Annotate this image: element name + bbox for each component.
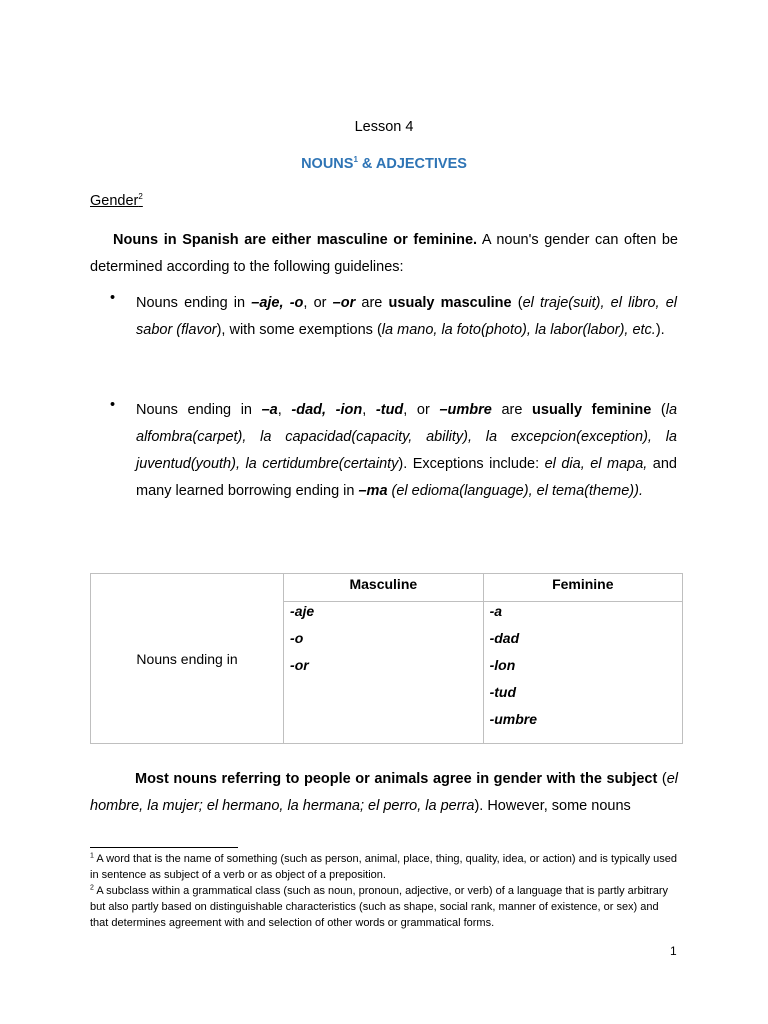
lesson-label: Lesson 4 bbox=[354, 119, 414, 135]
bullet-marker: • bbox=[110, 290, 116, 306]
masculine-endings-cell bbox=[284, 602, 484, 744]
bullet-feminine-rule: Nouns ending in –a, -dad, -ion, -tud, or –umbre are usually feminine (la alfombra(carpet), la capacidad(capacity, ability), la excepcion(exception), la juventud(youth), la certidumbre(certainty). Exceptions include: el dia, el mapa, and many learned borrowing ending in –ma (el edioma(language), el tema(theme)). bbox=[136, 402, 678, 499]
feminine-endings-cell bbox=[483, 602, 682, 744]
page-title bbox=[0, 156, 768, 172]
intro-bold: Nouns in Spanish are either masculine or feminine. bbox=[113, 232, 478, 248]
page-number: 1 bbox=[670, 944, 677, 958]
list-item: -a bbox=[489, 603, 503, 619]
footnote-ref-1[interactable]: 1 bbox=[353, 155, 358, 165]
intro-paragraph bbox=[90, 227, 678, 281]
list-item: -tud bbox=[489, 684, 517, 700]
section-heading-gender bbox=[90, 193, 143, 209]
people-animals-paragraph: Most nouns referring to people or animals agree in gender with the subject (el hombre, la mujer; el hermano, la hermana; el perro, la perra). However, some nouns bbox=[90, 771, 679, 814]
bullet-marker: • bbox=[110, 397, 116, 413]
list-item: -aje bbox=[290, 603, 315, 619]
title-part-nouns: NOUNS bbox=[301, 156, 354, 172]
list-item: -or bbox=[290, 657, 309, 673]
intro-rest: A noun's gender can often be determined according to the following guidelines: bbox=[90, 232, 678, 275]
footnote-2: $^2$ A subclass within a grammatical class (such as noun, pronoun, adjective, or verb) of a language that is partly arbitrary but also partly based on distinguishable characteristics (such as shape, social rank, manner of existence, or sex) and that determines agreement with and selection of other words or grammatical forms. bbox=[90, 884, 669, 929]
table-header-feminine: Feminine bbox=[483, 574, 682, 602]
footnote-separator bbox=[90, 847, 238, 848]
section-heading-text: Gender bbox=[90, 193, 139, 209]
footnote-ref-2[interactable]: 2 bbox=[138, 192, 143, 202]
title-part-adjectives: & ADJECTIVES bbox=[357, 156, 467, 172]
list-item: -lon bbox=[489, 657, 516, 673]
gender-endings-table bbox=[90, 573, 683, 744]
table-row-header: Nouns ending in bbox=[91, 574, 284, 744]
bullet-masculine-rule: Nouns ending in –aje, -o, or –or are usualy masculine (el traje(suit), el libro, el sabor (flavor), with some exemptions (la mano, la foto(photo), la labor(labor), etc.). bbox=[136, 295, 678, 338]
table-header-masculine: Masculine bbox=[284, 574, 484, 602]
list-item: -umbre bbox=[489, 711, 538, 727]
footnote-1: $^1$ A word that is the name of something (such as person, animal, place, thing, quality, idea, or action) and is typically used in sentence as subject of a verb or as object of a preposition. bbox=[90, 852, 678, 881]
list-item: -dad bbox=[489, 630, 520, 646]
list-item: -o bbox=[290, 630, 304, 646]
